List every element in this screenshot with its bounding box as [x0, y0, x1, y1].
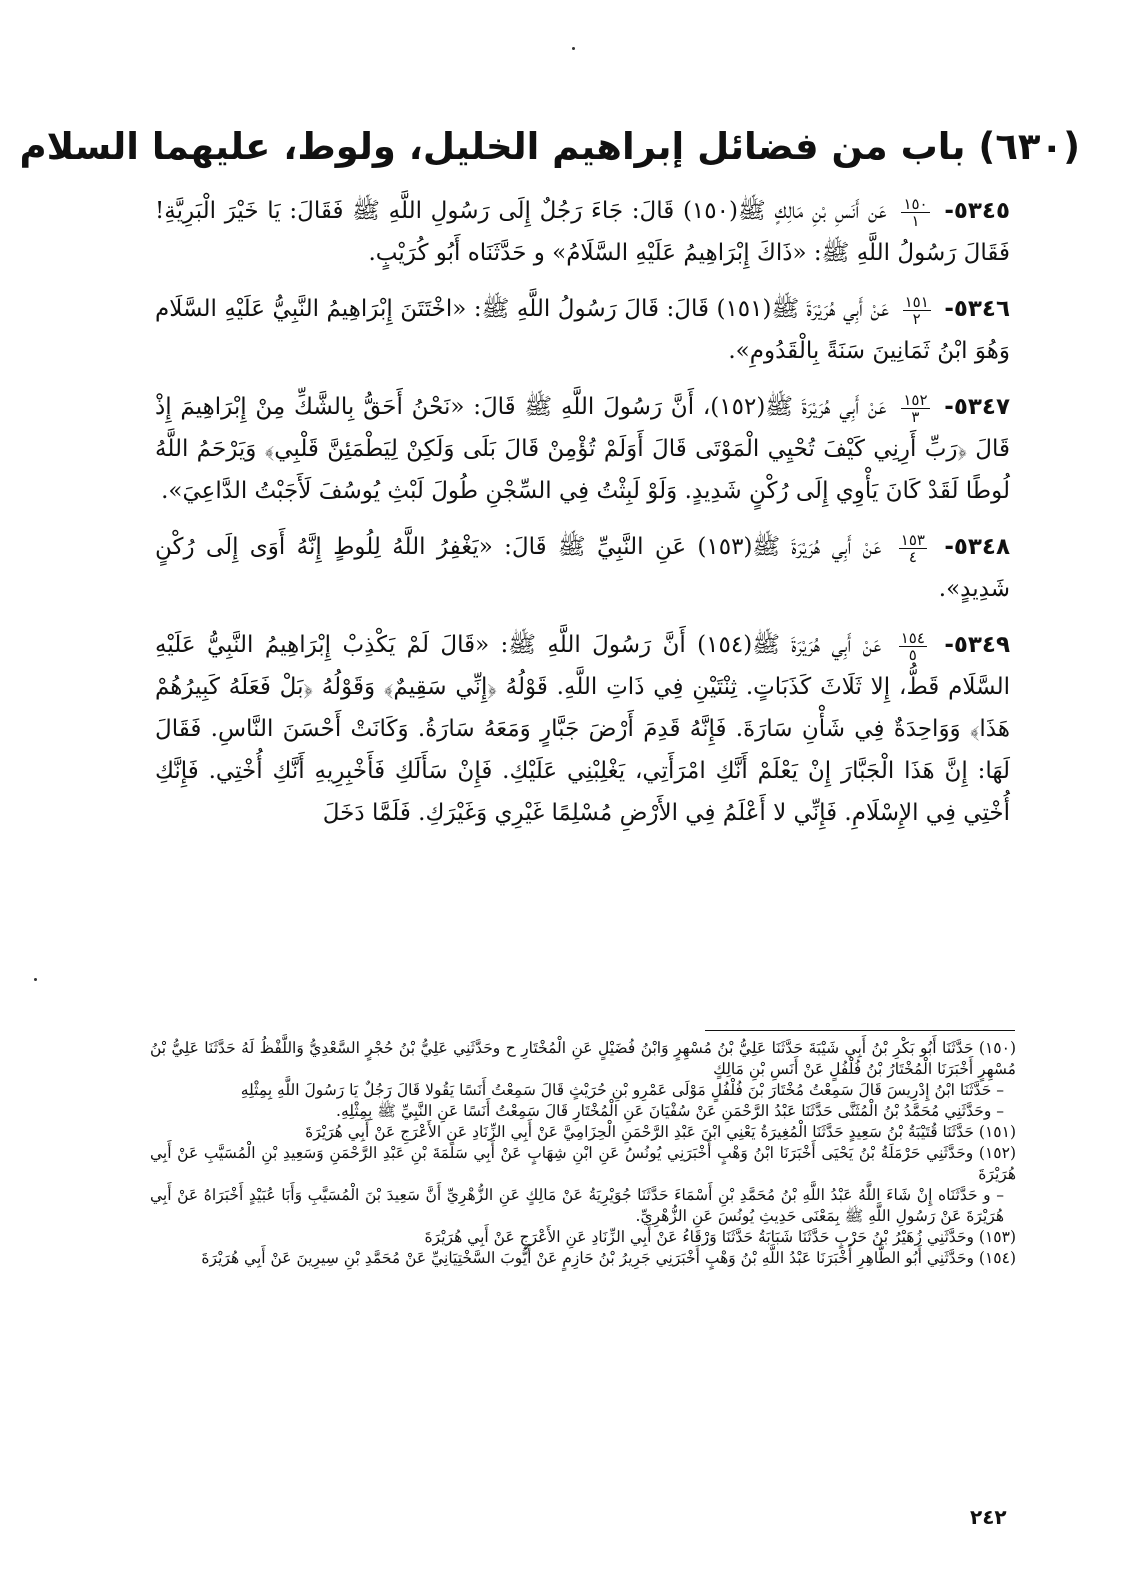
scan-speck — [572, 47, 575, 50]
hadith-fraction: $\frac{١٥٤}{٥}$ — [900, 628, 925, 664]
hadith-entry — [155, 526, 1010, 610]
chapter-title: (٦٣٠) باب من فضائل إبراهيم الخليل، ولوط، عليهما السلام — [19, 124, 1080, 168]
hadith-number: ٥٣٤٩- — [944, 632, 1011, 658]
hadith-number: ٥٣٤٦- — [944, 296, 1011, 322]
hadith-entry — [155, 624, 1010, 834]
hadith-text: عَنْ أَبِي هُرَيْرَةَ ﷺ(١٥٢)، أَنَّ رَسُولَ اللَّهِ ﷺ قَالَ: «نَحْنُ أَحَقُّ بِالشَّكِّ مِنْ إِبْرَاهِيمَ إِذْ قَالَ ﴿رَبِّ أَرِنِي كَيْفَ تُحْيِي الْمَوْتَى قَالَ أَوَلَمْ تُؤْمِنْ قَالَ بَلَى وَلَكِنْ لِيَطْمَئِنَّ قَلْبِي﴾ وَيَرْحَمُ اللَّهُ لُوطًا لَقَدْ كَانَ يَأْوِي إِلَى رُكْنٍ شَدِيدٍ. وَلَوْ لَبِثْتُ فِي السِّجْنِ طُولَ لَبْثِ يُوسُفَ لَأَجَبْتُ الدَّاعِيَ». — [155, 394, 1010, 504]
hadith-entry — [155, 288, 1010, 372]
footnote: – حَدَّثَنَا ابْنُ إِدْرِيسَ قَالَ سَمِعْتُ مُخْتَارَ بْنَ فُلْفُلٍ مَوْلَى عَمْرِو بْنِ حُرَيْثٍ قَالَ سَمِعْتُ أَنَسًا يَقُولا قَالَ رَجُلٌ يَا رَسُولَ اللَّهِ بِمِثْلِهِ — [240, 1081, 1004, 1099]
hadith-text: عَنْ أَبِي هُرَيْرَةَ ﷺ(١٥٤) أَنَّ رَسُولَ اللَّهِ ﷺ: «قَالَ لَمْ يَكْذِبْ إِبْرَاهِيمُ النَّبِيُّ عَلَيْهِ السَّلَام قَطُّ، إِلا ثَلَاثَ كَذَبَاتٍ. ثِنْتَيْنِ فِي ذَاتِ اللَّهِ. قَوْلُهُ ﴿إِنِّي سَقِيمٌ﴾ وَقَوْلُهُ ﴿بَلْ فَعَلَهُ كَبِيرُهُمْ هَذَا﴾ وَوَاحِدَةٌ فِي شَأْنِ سَارَةَ. فَإِنَّهُ قَدِمَ أَرْضَ جَبَّارٍ وَمَعَهُ سَارَةُ. وَكَانَتْ أَحْسَنَ النَّاسِ. فَقَالَ لَهَا: إِنَّ هَذَا الْجَبَّارَ إِنْ يَعْلَمْ أَنَّكِ امْرَأَتِي، يَغْلِبْنِي عَلَيْكِ. فَإِنْ سَأَلَكِ فَأَخْبِرِيهِ أَنَّكِ أُخْتِي. فَإِنَّكِ أُخْتِي فِي الإِسْلَامِ. فَإِنِّي لا أَعْلَمُ فِي الأَرْضِ مُسْلِمًا غَيْرِي وَغَيْرَكِ. فَلَمَّا دَخَلَ — [155, 632, 1010, 826]
hadith-number: ٥٣٤٧- — [944, 394, 1010, 420]
footnote: (١٥٣) وحَدَّثَنِي زُهَيْرُ بْنُ حَرْبٍ حَدَّثَنَا شَبَابَةُ حَدَّثَنَا وَرْقَاءُ عَنْ أَبِي الزِّنَادِ عَنِ الأَعْرَجِ عَنْ أَبِي هُرَيْرَةَ — [424, 1228, 1016, 1246]
hadith-list — [155, 190, 1010, 848]
footnote: (١٥١) حَدَّثَنَا قُتَيْبَةُ بْنُ سَعِيدٍ حَدَّثَنَا الْمُغِيرَةُ يَعْنِي ابْنَ عَبْدِ الرَّحْمَنِ الْحِزَامِيَّ عَنْ أَبِي الزِّنَادِ عَنِ الأَعْرَجِ عَنْ أَبِي هُرَيْرَةَ — [305, 1123, 1016, 1141]
footnote: – وحَدَّثَنِي مُحَمَّدُ بْنُ الْمُثَنَّى حَدَّثَنَا عَبْدُ الرَّحْمَنِ عَنْ سُفْيَانَ عَنِ الْمُخْتَارِ قَالَ سَمِعْتُ أَنَسًا عَنِ النَّبِيِّ ﷺ بِمِثْلِهِ. — [336, 1102, 1004, 1120]
hadith-entry — [155, 190, 1010, 274]
footnotes — [150, 1038, 1016, 1269]
hadith-entry — [155, 386, 1010, 512]
hadith-fraction: $\frac{١٥١}{٢}$ — [904, 292, 929, 328]
hadith-fraction: $\frac{١٥٢}{٣}$ — [903, 390, 928, 426]
scan-speck — [34, 978, 37, 981]
hadith-fraction: $\frac{١٥٠}{١}$ — [903, 194, 928, 230]
hadith-number: ٥٣٤٥- — [944, 198, 1011, 224]
page-number: ٢٤٢ — [970, 1505, 1007, 1529]
footnote: (١٥٤) وحَدَّثَنِي أَبُو الطَّاهِرِ أَخْبَرَنَا عَبْدُ اللَّهِ بْنُ وَهْبٍ أَخْبَرَنِي جَرِيرُ بْنُ حَازِمٍ عَنْ أَيُّوبَ السَّخْتِيَانِيِّ عَنْ مُحَمَّدِ بْنِ سِيرِينَ عَنْ أَبِي هُرَيْرَةَ — [201, 1249, 1016, 1267]
hadith-fraction: $\frac{١٥٣}{٤}$ — [900, 530, 925, 566]
hadith-text: عَنْ أَبِي هُرَيْرَةَ ﷺ(١٥١) قَالَ: قَالَ رَسُولُ اللَّهِ ﷺ: «اخْتَتَنَ إِبْرَاهِيمُ النَّبِيُّ عَلَيْهِ السَّلَام وَهُوَ ابْنُ ثَمَانِينَ سَنَةً بِالْقَدُومِ». — [155, 296, 1010, 364]
footnote: (١٥٠) حَدَّثَنَا أَبُو بَكْرِ بْنُ أَبِي شَيْبَةَ حَدَّثَنَا عَلِيُّ بْنُ مُسْهِرٍ وَابْنُ فُضَيْلٍ عَنِ الْمُخْتَارِ ح وحَدَّثَنِي عَلِيُّ بْنُ حُجْرٍ السَّعْدِيُّ وَاللَّفْظُ لَهُ حَدَّثَنَا عَلِيُّ بْنُ مُسْهِرٍ أَخْبَرَنَا الْمُخْتَارُ بْنُ فُلْفُلٍ عَنْ أَنَسِ بْنِ مَالِكٍ — [150, 1039, 1016, 1078]
hadith-text: عَنْ أَبِي هُرَيْرَةَ ﷺ(١٥٣) عَنِ النَّبِيِّ ﷺ قَالَ: «يَغْفِرُ اللَّهُ لِلُوطٍ إِنَّهُ أَوَى إِلَى رُكْنٍ شَدِيدٍ». — [155, 534, 1010, 602]
hadith-number: ٥٣٤٨- — [944, 534, 1011, 560]
footnote: (١٥٢) وحَدَّثَنِي حَرْمَلَةُ بْنُ يَحْيَى أَخْبَرَنَا ابْنُ وَهْبٍ أَخْبَرَنِي يُونُسُ عَنِ ابْنِ شِهَابٍ عَنْ أَبِي سَلَمَةَ بْنِ عَبْدِ الرَّحْمَنِ وَسَعِيدِ بْنِ الْمُسَيَّبِ عَنْ أَبِي هُرَيْرَةَ — [150, 1144, 1016, 1183]
hadith-text: عَن أَنَسِ بْنِ مَالِكٍ ﷺ(١٥٠) قَالَ: جَاءَ رَجُلٌ إِلَى رَسُولِ اللَّهِ ﷺ فَقَالَ: يَا خَيْرَ الْبَرِيَّةِ! فَقَالَ رَسُولُ اللَّهِ ﷺ: «ذَاكَ إِبْرَاهِيمُ عَلَيْهِ السَّلَامُ» و حَدَّثَنَاه أَبُو كُرَيْبٍ. — [155, 198, 1010, 266]
footnote: – و حَدَّثَنَاه إِنْ شَاءَ اللَّهُ عَبْدُ اللَّهِ بْنُ مُحَمَّدِ بْنِ أَسْمَاءَ حَدَّثَنَا جُوَيْرِيَةُ عَنْ مَالِكٍ عَنِ الزُّهْرِيِّ أَنَّ سَعِيدَ بْنَ الْمُسَيَّبِ وَأَبَا عُبَيْدٍ أَخْبَرَاهُ عَنْ أَبِي هُرَيْرَةَ عَنْ رَسُولِ اللَّهِ ﷺ بِمَعْنَى حَدِيثِ يُونُسَ عَنِ الزُّهْرِيِّ. — [150, 1186, 1004, 1225]
footnote-separator — [705, 1030, 1015, 1031]
